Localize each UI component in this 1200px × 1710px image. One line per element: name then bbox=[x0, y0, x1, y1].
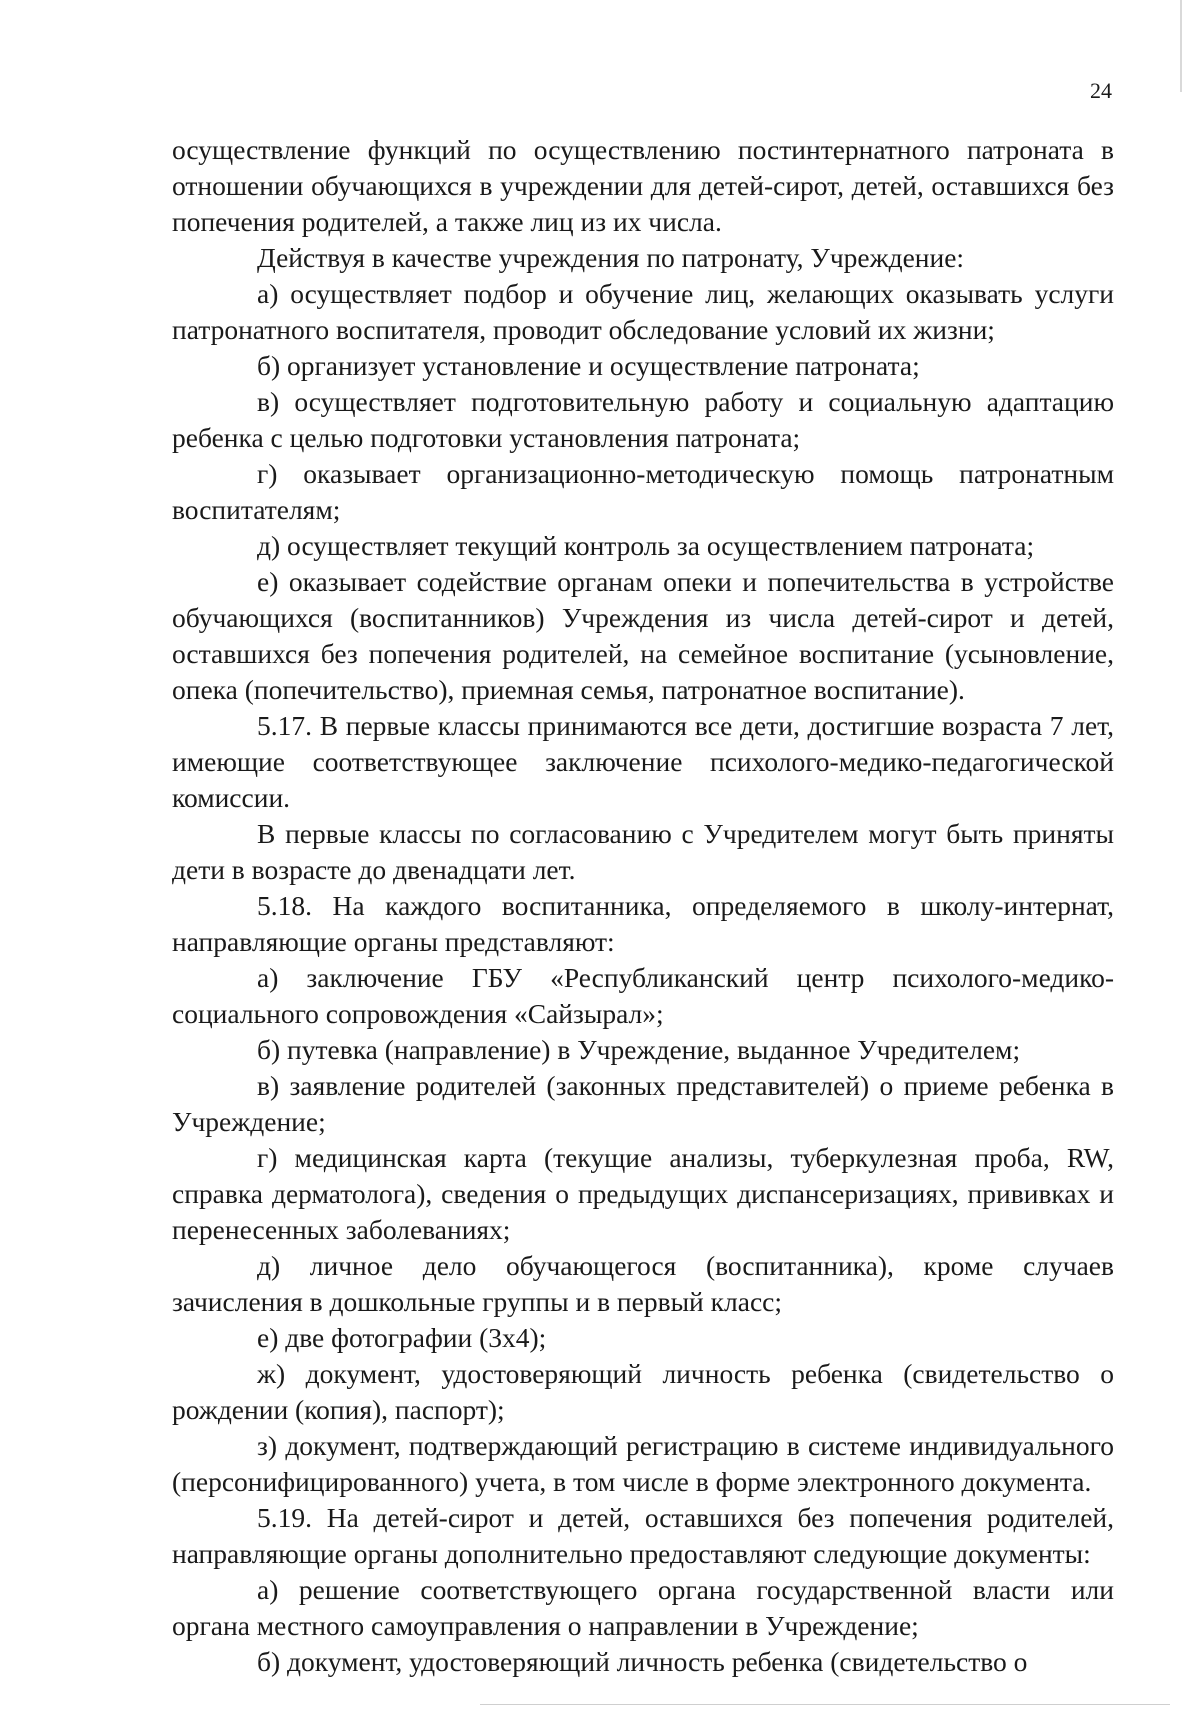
page-number: 24 bbox=[1090, 78, 1112, 103]
paragraph-first-classes: В первые классы по согласованию с Учредителем могут быть приняты дети в возрасте до двенадцати лет. bbox=[172, 818, 1114, 885]
scan-edge-line bbox=[1180, 0, 1182, 92]
doc-item-g: г) медицинская карта (текущие анализы, туберкулезная проба, RW, справка дерматолога), сведения о предыдущих диспансеризациях, прививках и перенесенных заболеваниях; bbox=[172, 1142, 1114, 1245]
list-item-d: д) осуществляет текущий контроль за осуществлением патроната; bbox=[257, 530, 1035, 561]
list-item-v: в) осуществляет подготовительную работу и социальную адаптацию ребенка с целью подготовки установления патроната; bbox=[172, 386, 1114, 453]
doc-item-v: в) заявление родителей (законных представителей) о приеме ребенка в Учреждение; bbox=[172, 1070, 1114, 1137]
doc-item-zh: ж) документ, удостоверяющий личность ребенка (свидетельство о рождении (копия), паспорт); bbox=[172, 1358, 1114, 1425]
list-item-g: г) оказывает организационно-методическую помощь патронатным воспитателям; bbox=[172, 458, 1114, 525]
orphan-doc-item-a: а) решение соответствующего органа государственной власти или органа местного самоуправления о направлении в Учреждение; bbox=[172, 1574, 1114, 1641]
paragraph-continuation: осуществление функций по осуществлению постинтернатного патроната в отношении обучающихся в учреждении для детей-сирот, детей, оставшихся без попечения родителей, а также лиц из их числа. bbox=[172, 134, 1114, 237]
doc-item-z: з) документ, подтверждающий регистрацию в системе индивидуального (персонифицированного) учета, в том числе в форме электронного документа. bbox=[172, 1430, 1114, 1497]
section-5-18: 5.18. На каждого воспитанника, определяемого в школу-интернат, направляющие органы представляют: bbox=[172, 890, 1114, 957]
list-item-a: а) осуществляет подбор и обучение лиц, желающих оказывать услуги патронатного воспитателя, проводит обследование условий их жизни; bbox=[172, 278, 1114, 345]
doc-item-b: б) путевка (направление) в Учреждение, выданное Учредителем; bbox=[257, 1034, 1021, 1065]
doc-item-e: е) две фотографии (3х4); bbox=[257, 1322, 547, 1353]
doc-item-d: д) личное дело обучающегося (воспитанника), кроме случаев зачисления в дошкольные группы и в первый класс; bbox=[172, 1250, 1114, 1317]
section-5-19: 5.19. На детей-сирот и детей, оставшихся без попечения родителей, направляющие органы дополнительно предоставляют следующие документы: bbox=[172, 1502, 1114, 1569]
document-body bbox=[172, 132, 1114, 1680]
orphan-doc-item-b: б) документ, удостоверяющий личность ребенка (свидетельство о bbox=[257, 1646, 1028, 1677]
list-item-e: е) оказывает содействие органам опеки и попечительства в устройстве обучающихся (воспитанников) Учреждения из числа детей-сирот и детей, оставшихся без попечения родителей, на семейное воспитание (усыновление, опека (попечительство), приемная семья, патронатное воспитание). bbox=[172, 566, 1114, 705]
section-5-17: 5.17. В первые классы принимаются все дети, достигшие возраста 7 лет, имеющие соответствующее заключение психолого-медико-педагогической комиссии. bbox=[172, 710, 1114, 813]
list-item-b: б) организует установление и осуществление патроната; bbox=[257, 350, 920, 381]
paragraph-intro-patronage: Действуя в качестве учреждения по патронату, Учреждение: bbox=[257, 242, 965, 273]
doc-item-a: а) заключение ГБУ «Республиканский центр психолого-медико-социального сопровождения «Сайзырал»; bbox=[172, 962, 1114, 1029]
bottom-scan-rule bbox=[480, 1704, 1170, 1705]
